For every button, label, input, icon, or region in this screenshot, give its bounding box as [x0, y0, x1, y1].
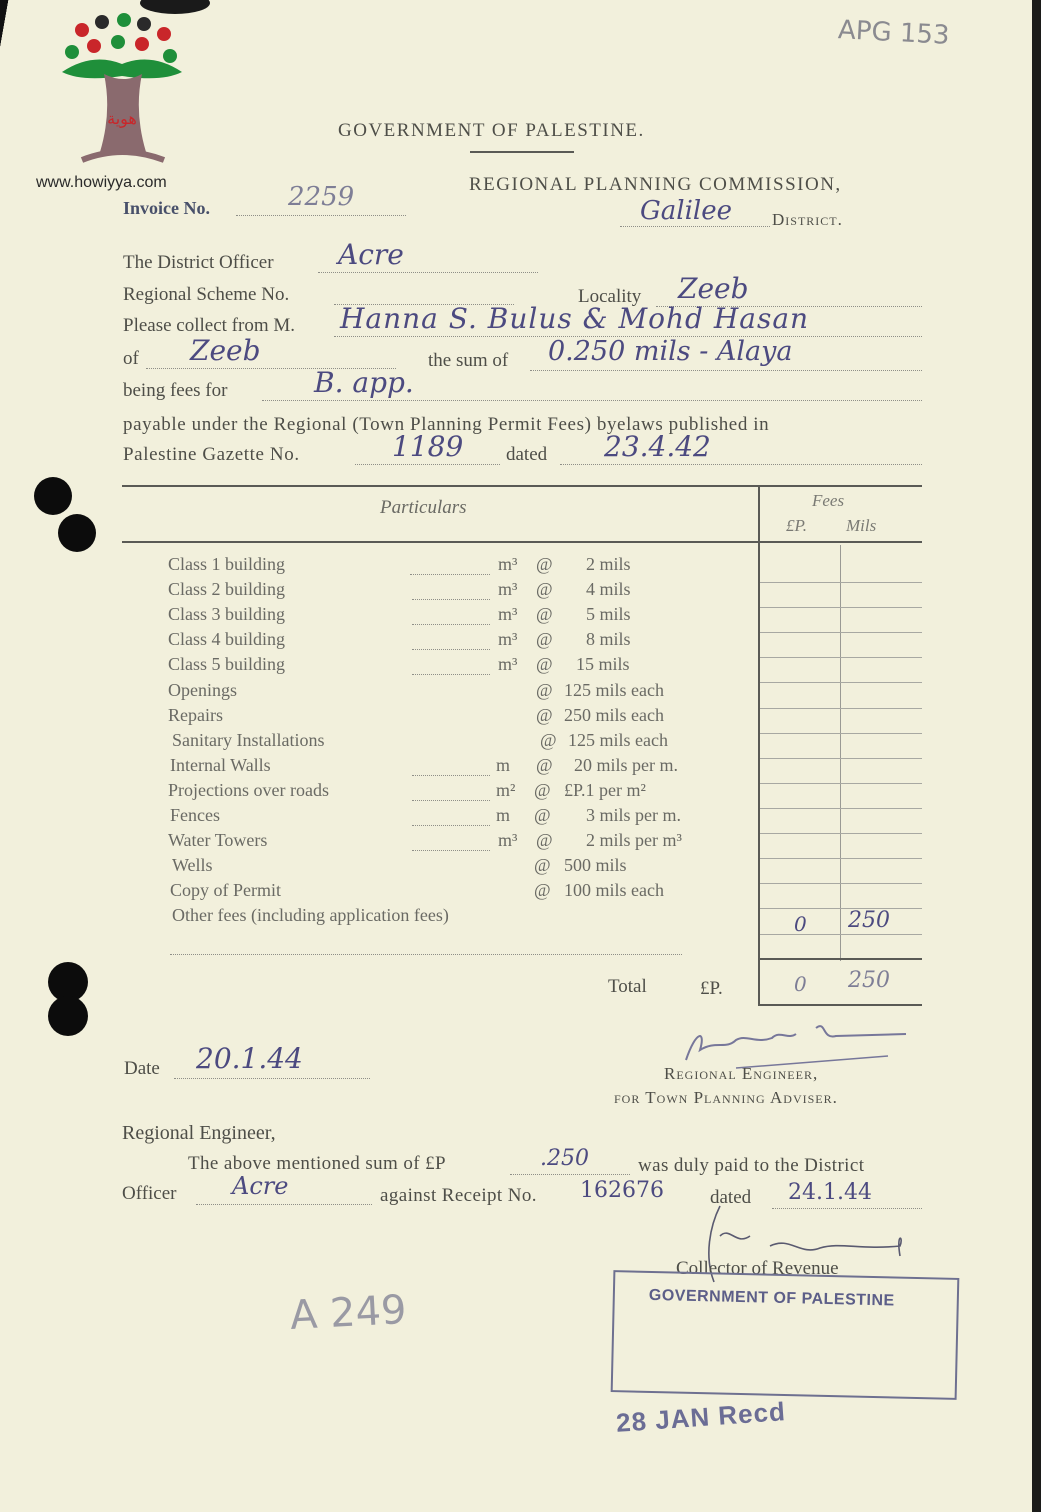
row-name: Wells — [172, 855, 213, 875]
district-suffix: District. — [772, 210, 843, 229]
stamp-text: GOVERNMENT OF PALESTINE — [648, 1286, 895, 1310]
row-rate: 15 mils — [576, 654, 630, 674]
row-unit: m³ — [498, 629, 518, 649]
row-at: @ — [534, 855, 551, 875]
row-rate: 100 mils each — [564, 880, 664, 900]
row-rate: 2 mils per m³ — [586, 830, 682, 850]
row-name: Projections over roads — [168, 780, 329, 800]
cell-rule — [760, 858, 922, 859]
row-name: Sanitary Installations — [172, 730, 325, 750]
locality-value: Zeeb — [678, 272, 749, 305]
fees-for-value: B. app. — [314, 366, 414, 399]
cell-rule — [760, 758, 922, 759]
collect-from-value: Hanna S. Bulus & Mohd Hasan — [340, 302, 810, 335]
cell-rule — [760, 657, 922, 658]
fees-for-label: being fees for — [123, 380, 228, 401]
total-lp: 0 — [794, 972, 807, 996]
cell-rule — [760, 833, 922, 834]
svg-text:هوية: هوية — [107, 109, 137, 128]
total-label: Total — [608, 976, 647, 997]
cell-rule — [760, 733, 922, 734]
district-name: Galilee — [640, 196, 732, 226]
invoice-label: Invoice No. — [123, 198, 210, 218]
received-stamp: 28 JAN Recd — [615, 1396, 787, 1438]
row-at: @ — [536, 554, 553, 574]
row-rate: 20 mils per m. — [574, 755, 678, 775]
gazette-date-dots — [560, 464, 922, 465]
cell-rule — [760, 632, 922, 633]
of-value: Zeeb — [190, 334, 261, 367]
cell-rule — [760, 808, 922, 809]
other-fees-mils: 250 — [848, 908, 890, 933]
officer-value: Acre — [232, 1172, 289, 1200]
gazette-no: 1189 — [392, 430, 464, 463]
row-name: Class 3 building — [168, 604, 286, 624]
row-unit: m — [496, 805, 511, 825]
row-at: @ — [536, 830, 553, 850]
receipt-label: against Receipt No. — [380, 1185, 537, 1206]
row-rate: 250 mils each — [564, 705, 664, 725]
row-at: @ — [536, 604, 553, 624]
row-unit: m² — [496, 780, 516, 800]
row-unit: m³ — [498, 830, 518, 850]
row-rate: 500 mils — [564, 855, 627, 875]
sum-label: the sum of — [428, 350, 509, 371]
row-at: @ — [536, 680, 553, 700]
row-name: Class 1 building — [168, 554, 286, 574]
date-label: Date — [124, 1058, 160, 1079]
total-rule-top — [758, 958, 922, 960]
fees-header: Fees — [812, 491, 845, 510]
row-name: Water Towers — [168, 830, 268, 850]
row-name: Copy of Permit — [170, 880, 281, 900]
row-name: Internal Walls — [170, 755, 271, 775]
cell-rule — [760, 607, 922, 608]
row-at: @ — [534, 805, 551, 825]
fees-divider — [758, 485, 760, 1005]
table-row — [168, 880, 758, 904]
table-row — [168, 680, 758, 704]
invoice-number: 2259 — [288, 182, 355, 212]
gazette-label: Palestine Gazette No. — [123, 444, 300, 465]
howiyya-logo — [52, 12, 192, 172]
archive-reference: A 249 — [288, 1286, 408, 1340]
row-name: Fences — [170, 805, 220, 825]
row-rate: 8 mils — [586, 629, 631, 649]
table-row — [168, 905, 758, 929]
scheme-label: Regional Scheme No. — [123, 284, 290, 305]
cell-rule — [760, 708, 922, 709]
row-unit: m³ — [498, 604, 518, 624]
gazette-dated-label: dated — [506, 444, 548, 465]
collector-title: Collector of Revenue — [676, 1258, 839, 1279]
lp-header: £P. — [786, 516, 807, 535]
punch-hole — [34, 477, 72, 515]
row-rate: 5 mils — [586, 604, 631, 624]
edge-mark — [0, 0, 10, 60]
cell-rule — [760, 883, 922, 884]
row-unit: m³ — [498, 579, 518, 599]
sum-dots — [530, 370, 922, 371]
total-rule-bottom — [758, 1004, 922, 1006]
punch-hole — [58, 514, 96, 552]
row-dots — [412, 850, 490, 851]
district-officer-dots — [318, 272, 538, 273]
row-dots — [412, 800, 490, 801]
engineer-title: Regional Engineer, — [664, 1064, 819, 1083]
blank-line-dots — [170, 954, 682, 955]
row-name: Class 2 building — [168, 579, 286, 599]
district-officer-value: Acre — [338, 238, 404, 271]
heading-rule — [470, 151, 574, 153]
revenue-stamp — [611, 1270, 960, 1400]
row-at: @ — [536, 705, 553, 725]
cell-rule — [760, 582, 922, 583]
district-officer-label: The District Officer — [123, 252, 274, 273]
gazette-dots — [355, 464, 500, 465]
row-dots — [412, 649, 490, 650]
officer-label: Officer — [122, 1183, 177, 1204]
district-dots — [620, 226, 770, 227]
fees-for-dots — [262, 400, 922, 401]
cell-rule — [760, 908, 922, 909]
paid-text-2: was duly paid to the District — [638, 1155, 865, 1176]
gazette-date: 23.4.42 — [604, 430, 711, 463]
commission-heading: REGIONAL PLANNING COMMISSION, — [469, 174, 842, 195]
row-rate: 3 mils per m. — [586, 805, 681, 825]
table-header-rule — [122, 541, 922, 543]
collect-from-label: Please collect from M. — [123, 315, 296, 336]
locality-label: Locality — [578, 286, 642, 307]
row-at: @ — [536, 654, 553, 674]
row-name: Openings — [168, 680, 237, 700]
government-heading: GOVERNMENT OF PALESTINE. — [338, 120, 645, 141]
row-at: @ — [534, 880, 551, 900]
row-at: @ — [536, 579, 553, 599]
row-name: Class 4 building — [168, 629, 286, 649]
table-top-rule — [122, 485, 922, 487]
cell-rule — [760, 682, 922, 683]
row-dots — [412, 599, 490, 600]
officer-dots — [196, 1204, 372, 1205]
other-fees-lp: 0 — [794, 912, 807, 936]
row-at: @ — [536, 629, 553, 649]
row-at: @ — [534, 780, 551, 800]
receipt-date: 24.1.44 — [788, 1180, 872, 1205]
row-rate: £P.1 per m² — [564, 780, 646, 800]
corner-reference: APG 153 — [837, 15, 951, 51]
watermark-url[interactable]: www.howiyya.com — [36, 174, 167, 191]
table-row — [168, 855, 758, 879]
payable-text: payable under the Regional (Town Planning Permit Fees) byelaws published in — [123, 414, 770, 435]
engineer-for: for Town Planning Adviser. — [614, 1088, 838, 1107]
row-at: @ — [536, 755, 553, 775]
row-dots — [410, 574, 490, 575]
paid-sum-dots — [510, 1174, 630, 1175]
row-at: @ — [540, 730, 557, 750]
of-label: of — [123, 348, 139, 369]
date-value: 20.1.44 — [196, 1042, 303, 1075]
row-rate: 125 mils each — [568, 730, 668, 750]
total-mils: 250 — [848, 968, 890, 993]
date-dots — [174, 1078, 370, 1079]
table-row — [168, 730, 758, 754]
table-row — [168, 705, 758, 729]
salutation: Regional Engineer, — [122, 1122, 276, 1144]
row-dots — [412, 775, 490, 776]
row-unit: m³ — [498, 654, 518, 674]
paid-text-1: The above mentioned sum of £P — [188, 1153, 447, 1174]
punch-hole — [48, 996, 88, 1036]
row-unit: m³ — [498, 554, 518, 574]
receipt-no: 162676 — [580, 1178, 664, 1203]
row-unit: m — [496, 755, 511, 775]
cell-rule — [760, 934, 922, 935]
invoice-dots — [236, 215, 406, 216]
row-dots — [412, 624, 490, 625]
mils-header: Mils — [846, 516, 877, 535]
row-rate: 125 mils each — [564, 680, 664, 700]
row-name: Repairs — [168, 705, 223, 725]
receipt-dated-label: dated — [710, 1187, 752, 1208]
total-unit: £P. — [700, 978, 723, 999]
particulars-header: Particulars — [380, 497, 467, 518]
row-name: Other fees (including application fees) — [172, 905, 449, 925]
sum-value: 0.250 mils - Alaya — [548, 336, 793, 367]
row-rate: 4 mils — [586, 579, 631, 599]
row-name: Class 5 building — [168, 654, 286, 674]
tree-logo-icon — [52, 12, 192, 172]
paid-sum: .250 — [540, 1146, 589, 1171]
row-rate: 2 mils — [586, 554, 631, 574]
cell-rule — [760, 783, 922, 784]
row-dots — [412, 825, 490, 826]
row-dots — [412, 674, 490, 675]
